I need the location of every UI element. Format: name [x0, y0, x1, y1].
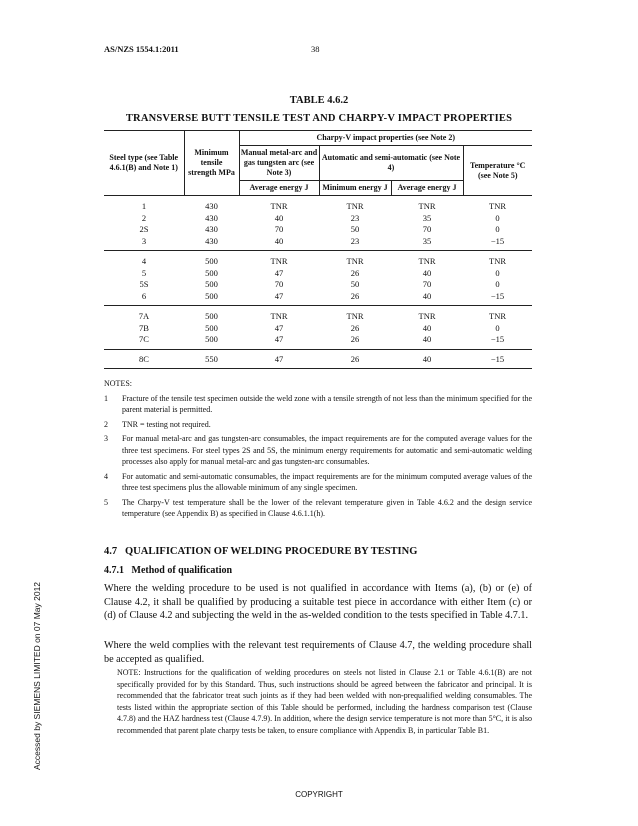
col-min-tensile: Minimum tensile strength MPa [184, 131, 239, 196]
table-cell: TNR [489, 256, 506, 266]
col-manual-metal-arc: Manual metal-arc and gas tungsten arc (see Note 3) [239, 146, 319, 181]
table-cell: 500 [205, 267, 218, 278]
table-cell: 35 [422, 212, 432, 223]
table-cell: 26 [319, 334, 391, 349]
table-cell: 3 [104, 236, 184, 251]
table-cell: 70 [274, 224, 284, 234]
table-cell: 40 [422, 267, 432, 278]
table-cell: 26 [319, 291, 391, 306]
table-cell: 26 [319, 349, 391, 369]
table-cell: 430 [205, 201, 218, 211]
table-cell: 0 [495, 224, 500, 234]
table-cell: 4 [141, 256, 147, 266]
table-cell: 70 [422, 279, 432, 289]
table-cell: 8C [104, 349, 184, 369]
table-cell: 26 [350, 267, 360, 278]
note-text: For manual metal-arc and gas tungsten-arc consumables, the impact requirements are for the computed average values for the three test specimens. For steel types 2S and 5S, the minimum energy requirements for automatic and semi-automatic welding processes also apply for manual metal-arc and gas tungsten-arc consumables. [122, 434, 532, 466]
table-number: TABLE 4.6.2 [289, 95, 349, 106]
table-row [104, 268, 532, 280]
table-cell: 430 [205, 212, 218, 223]
table-cell: −15 [463, 334, 532, 349]
table-cell: 47 [274, 322, 284, 333]
table-cell: 6 [104, 291, 184, 306]
table-cell: 70 [274, 279, 284, 289]
col-minimum-energy: Minimum energy J [319, 181, 391, 196]
table-cell: TNR [346, 256, 364, 266]
note-number: 2 [104, 419, 108, 429]
table-cell: 40 [391, 334, 463, 349]
table-cell: 35 [391, 236, 463, 251]
col-average-energy-1: Average energy J [239, 181, 319, 196]
table-cell: 500 [184, 334, 239, 349]
table-cell: TNR [418, 201, 436, 211]
table-cell: 40 [391, 291, 463, 306]
table-cell: 40 [422, 322, 432, 333]
table-cell: 70 [422, 224, 432, 234]
table-cell: 47 [239, 334, 319, 349]
table-row [104, 236, 532, 251]
table-cell: 50 [350, 279, 360, 289]
table-row [104, 224, 532, 236]
table-cell: 500 [205, 322, 218, 333]
note-item [104, 393, 532, 416]
table-cell: 430 [205, 224, 218, 234]
table-cell: TNR [346, 311, 364, 321]
table-cell: 5S [139, 279, 149, 289]
note-item [104, 419, 532, 431]
table-cell: 0 [495, 267, 500, 278]
table-cell: 50 [350, 224, 360, 234]
properties-table [104, 130, 532, 369]
note-number: 4 [104, 471, 108, 481]
col-automatic: Automatic and semi-automatic (see Note 4) [319, 146, 463, 181]
notes-heading: NOTES: [104, 379, 132, 388]
col-temperature: Temperature °C (see Note 5) [463, 146, 532, 196]
col-average-energy-2: Average energy J [391, 181, 463, 196]
body-paragraph-2: Where the weld complies with the relevant test requirements of Clause 4.7, the welding procedure shall be accepted as qualified. [104, 640, 532, 665]
table-cell: TNR [346, 201, 364, 211]
copyright-footer: COPYRIGHT [295, 790, 343, 799]
table-cell: 7C [104, 334, 184, 349]
section-heading: 4.7 QUALIFICATION OF WELDING PROCEDURE BY TESTING [104, 546, 418, 557]
table-cell: 7A [138, 311, 150, 321]
table-cell: 7B [139, 322, 149, 333]
table-notes [104, 378, 532, 523]
table-cell: 0 [495, 279, 500, 289]
page-number: 38 [311, 44, 320, 54]
table-cell: −15 [463, 236, 532, 251]
table-cell: 0 [495, 322, 500, 333]
table-row [104, 251, 532, 268]
access-stamp: Accessed by SIEMENS LIMITED on 07 May 2012 [32, 581, 42, 770]
table-row [104, 334, 532, 349]
table-cell: 2 [141, 212, 147, 223]
table-cell: 40 [274, 212, 284, 223]
table-title: TRANSVERSE BUTT TENSILE TEST AND CHARPY-V IMPACT PROPERTIES [125, 113, 513, 124]
section-note: NOTE: Instructions for the qualification of welding procedures on steels not listed in Clause 2.1 or Table 4.6.1(B) are not specifically provided for by this Standard. Thus, such instructions should be agreed between the fabricator and principal. It is recommended that the fabricator treat such joints as if they had been welded with non-prequalified welding consumables. The tests listed within the appropriate section of this Table should be performed, including the hardness comparison test (Clause 4.7.8) and the HAZ hardness test (Clause 4.7.9). In addition, where the design service temperature is not more than 5°C, it is also recommended that parent plate charpy tests be taken, to ensure compliance with Appendix B, in particular Table B1. [117, 668, 532, 735]
note-number: 1 [104, 393, 108, 403]
table-cell: 47 [239, 291, 319, 306]
col-charpy-group: Charpy-V impact properties (see Note 2) [239, 131, 532, 146]
table-cell: TNR [418, 256, 436, 266]
table-cell: 500 [205, 279, 218, 289]
table-cell: 23 [319, 236, 391, 251]
table-cell: TNR [270, 256, 288, 266]
table-cell: 430 [184, 236, 239, 251]
table-row [104, 279, 532, 291]
standard-code: AS/NZS 1554.1:2011 [104, 44, 179, 54]
table-row [104, 349, 532, 369]
table-cell: TNR [270, 201, 288, 211]
body-paragraph-1: Where the welding procedure to be used is not qualified in accordance with Items (a), (b) or (e) of Clause 4.2, it shall be qualified by producing a suitable test piece in accordance with either Item (c) or (d) of Clause 4.2 and subjecting the weld in the as-welded condition to the tests specified in Table 4.7.1. [104, 583, 532, 621]
table-cell: 47 [239, 349, 319, 369]
table-cell: 40 [391, 349, 463, 369]
note-number: 3 [104, 434, 108, 443]
table-cell: TNR [489, 201, 506, 211]
table-row [104, 291, 532, 306]
table-cell: 500 [184, 291, 239, 306]
table-cell: 500 [205, 311, 218, 321]
note-text: The Charpy-V test temperature shall be the lower of the relevant temperature given in Table 4.6.2 and the design service temperature (see Appendix B) as specified in Clause 4.6.1.1(h). [122, 497, 532, 518]
table-cell: 47 [274, 267, 284, 278]
table-row [104, 196, 532, 213]
table-row [104, 306, 532, 323]
note-text: TNR = testing not required. [122, 419, 211, 429]
table-cell: 40 [239, 236, 319, 251]
table-cell: −15 [463, 349, 532, 369]
table-cell: TNR [418, 311, 436, 321]
table-body [104, 196, 532, 369]
table-row [104, 323, 532, 335]
table-cell: TNR [270, 311, 288, 321]
table-cell: 26 [350, 322, 360, 333]
table-cell: 500 [205, 256, 218, 266]
note-item [104, 433, 532, 468]
table-cell: 1 [141, 201, 147, 211]
col-steel-type: Steel type (see Table 4.6.1(B) and Note 1) [104, 131, 184, 196]
table-cell: 550 [184, 349, 239, 369]
table-cell: 0 [495, 212, 500, 223]
subsection-heading: 4.7.1 Method of qualification [104, 565, 233, 576]
table-row [104, 213, 532, 225]
table-cell: 5 [141, 267, 147, 278]
table-cell: 23 [350, 212, 360, 223]
table-cell: 2S [139, 224, 149, 234]
table-cell: TNR [489, 311, 506, 321]
table-cell: −15 [463, 291, 532, 306]
note-item [104, 497, 532, 520]
note-number: 5 [104, 497, 108, 507]
note-item [104, 471, 532, 494]
note-text: Fracture of the tensile test specimen outside the weld zone with a tensile strength of not less than the minimum specified for the parent material is permitted. [122, 393, 532, 414]
note-text: For automatic and semi-automatic consumables, the impact requirements are for the minimum computed average values of the three test specimens plus the allowable minimum of any single specimen. [122, 471, 532, 492]
